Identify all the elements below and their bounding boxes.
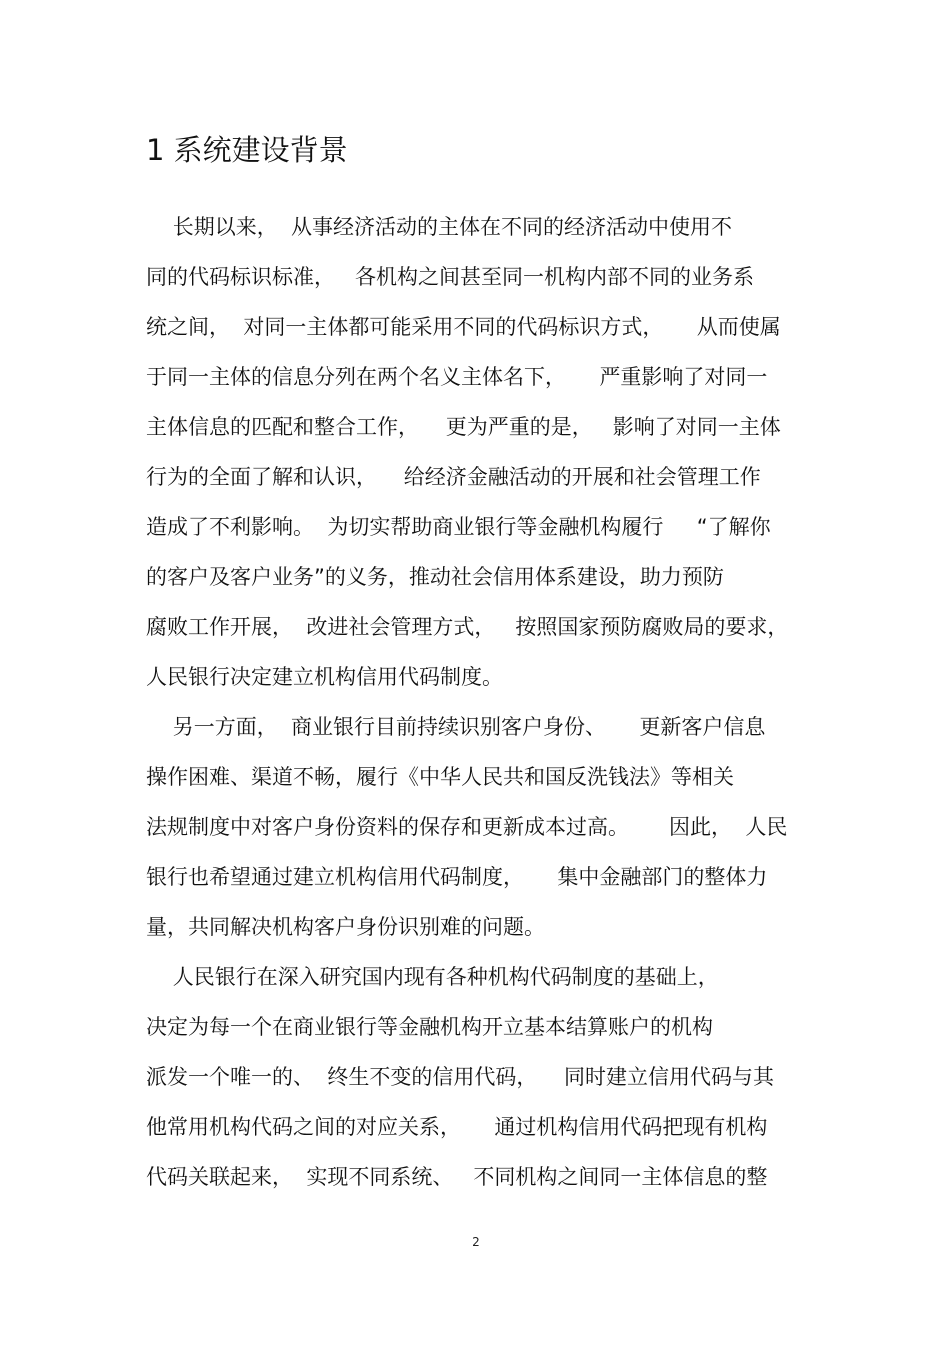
body-line: 操作困难、渠道不畅，履行《中华人民共和国反洗钱法》等相关 — [146, 765, 734, 789]
page-number: 2 — [472, 1235, 480, 1249]
body-line: 派发一个唯一的、 终生不变的信用代码， 同时建立信用代码与其 — [146, 1065, 775, 1089]
body-line: 法规制度中对客户身份资料的保存和更新成本过高。 因此， 人民 — [146, 815, 788, 839]
body-line: 长期以来， 从事经济活动的主体在不同的经济活动中使用不 — [146, 215, 733, 239]
body-line: 代码关联起来， 实现不同系统、 不同机构之间同一主体信息的整 — [146, 1165, 768, 1189]
body-line: 主体信息的匹配和整合工作， 更为严重的是， 影响了对同一主体 — [146, 415, 781, 439]
body-line: 人民银行在深入研究国内现有各种机构代码制度的基础上， — [146, 965, 719, 989]
section-heading: 1 系统建设背景 — [146, 133, 348, 167]
body-line: 行为的全面了解和认识， 给经济金融活动的开展和社会管理工作 — [146, 465, 761, 489]
body-line: 决定为每一个在商业银行等金融机构开立基本结算账户的机构 — [146, 1015, 713, 1039]
body-line: 另一方面， 商业银行目前持续识别客户身份、 更新客户信息 — [146, 715, 766, 739]
body-line: 的客户及客户业务”的义务，推动社会信用体系建设，助力预防 — [146, 565, 724, 589]
body-line: 人民银行决定建立机构信用代码制度。 — [146, 665, 503, 689]
body-line: 他常用机构代码之间的对应关系， 通过机构信用代码把现有机构 — [146, 1115, 768, 1139]
body-line: 量，共同解决机构客户身份识别难的问题。 — [146, 915, 545, 939]
body-line: 银行也希望通过建立机构信用代码制度， 集中金融部门的整体力 — [146, 865, 768, 889]
body-line: 造成了不利影响。 为切实帮助商业银行等金融机构履行 “了解你 — [146, 515, 771, 539]
body-line: 腐败工作开展， 改进社会管理方式， 按照国家预防腐败局的要求， — [146, 615, 789, 639]
body-line: 于同一主体的信息分列在两个名义主体名下， 严重影响了对同一 — [146, 365, 768, 389]
body-line: 同的代码标识标准， 各机构之间甚至同一机构内部不同的业务系 — [146, 265, 755, 289]
body-line: 统之间， 对同一主体都可能采用不同的代码标识方式， 从而使属 — [146, 315, 781, 339]
